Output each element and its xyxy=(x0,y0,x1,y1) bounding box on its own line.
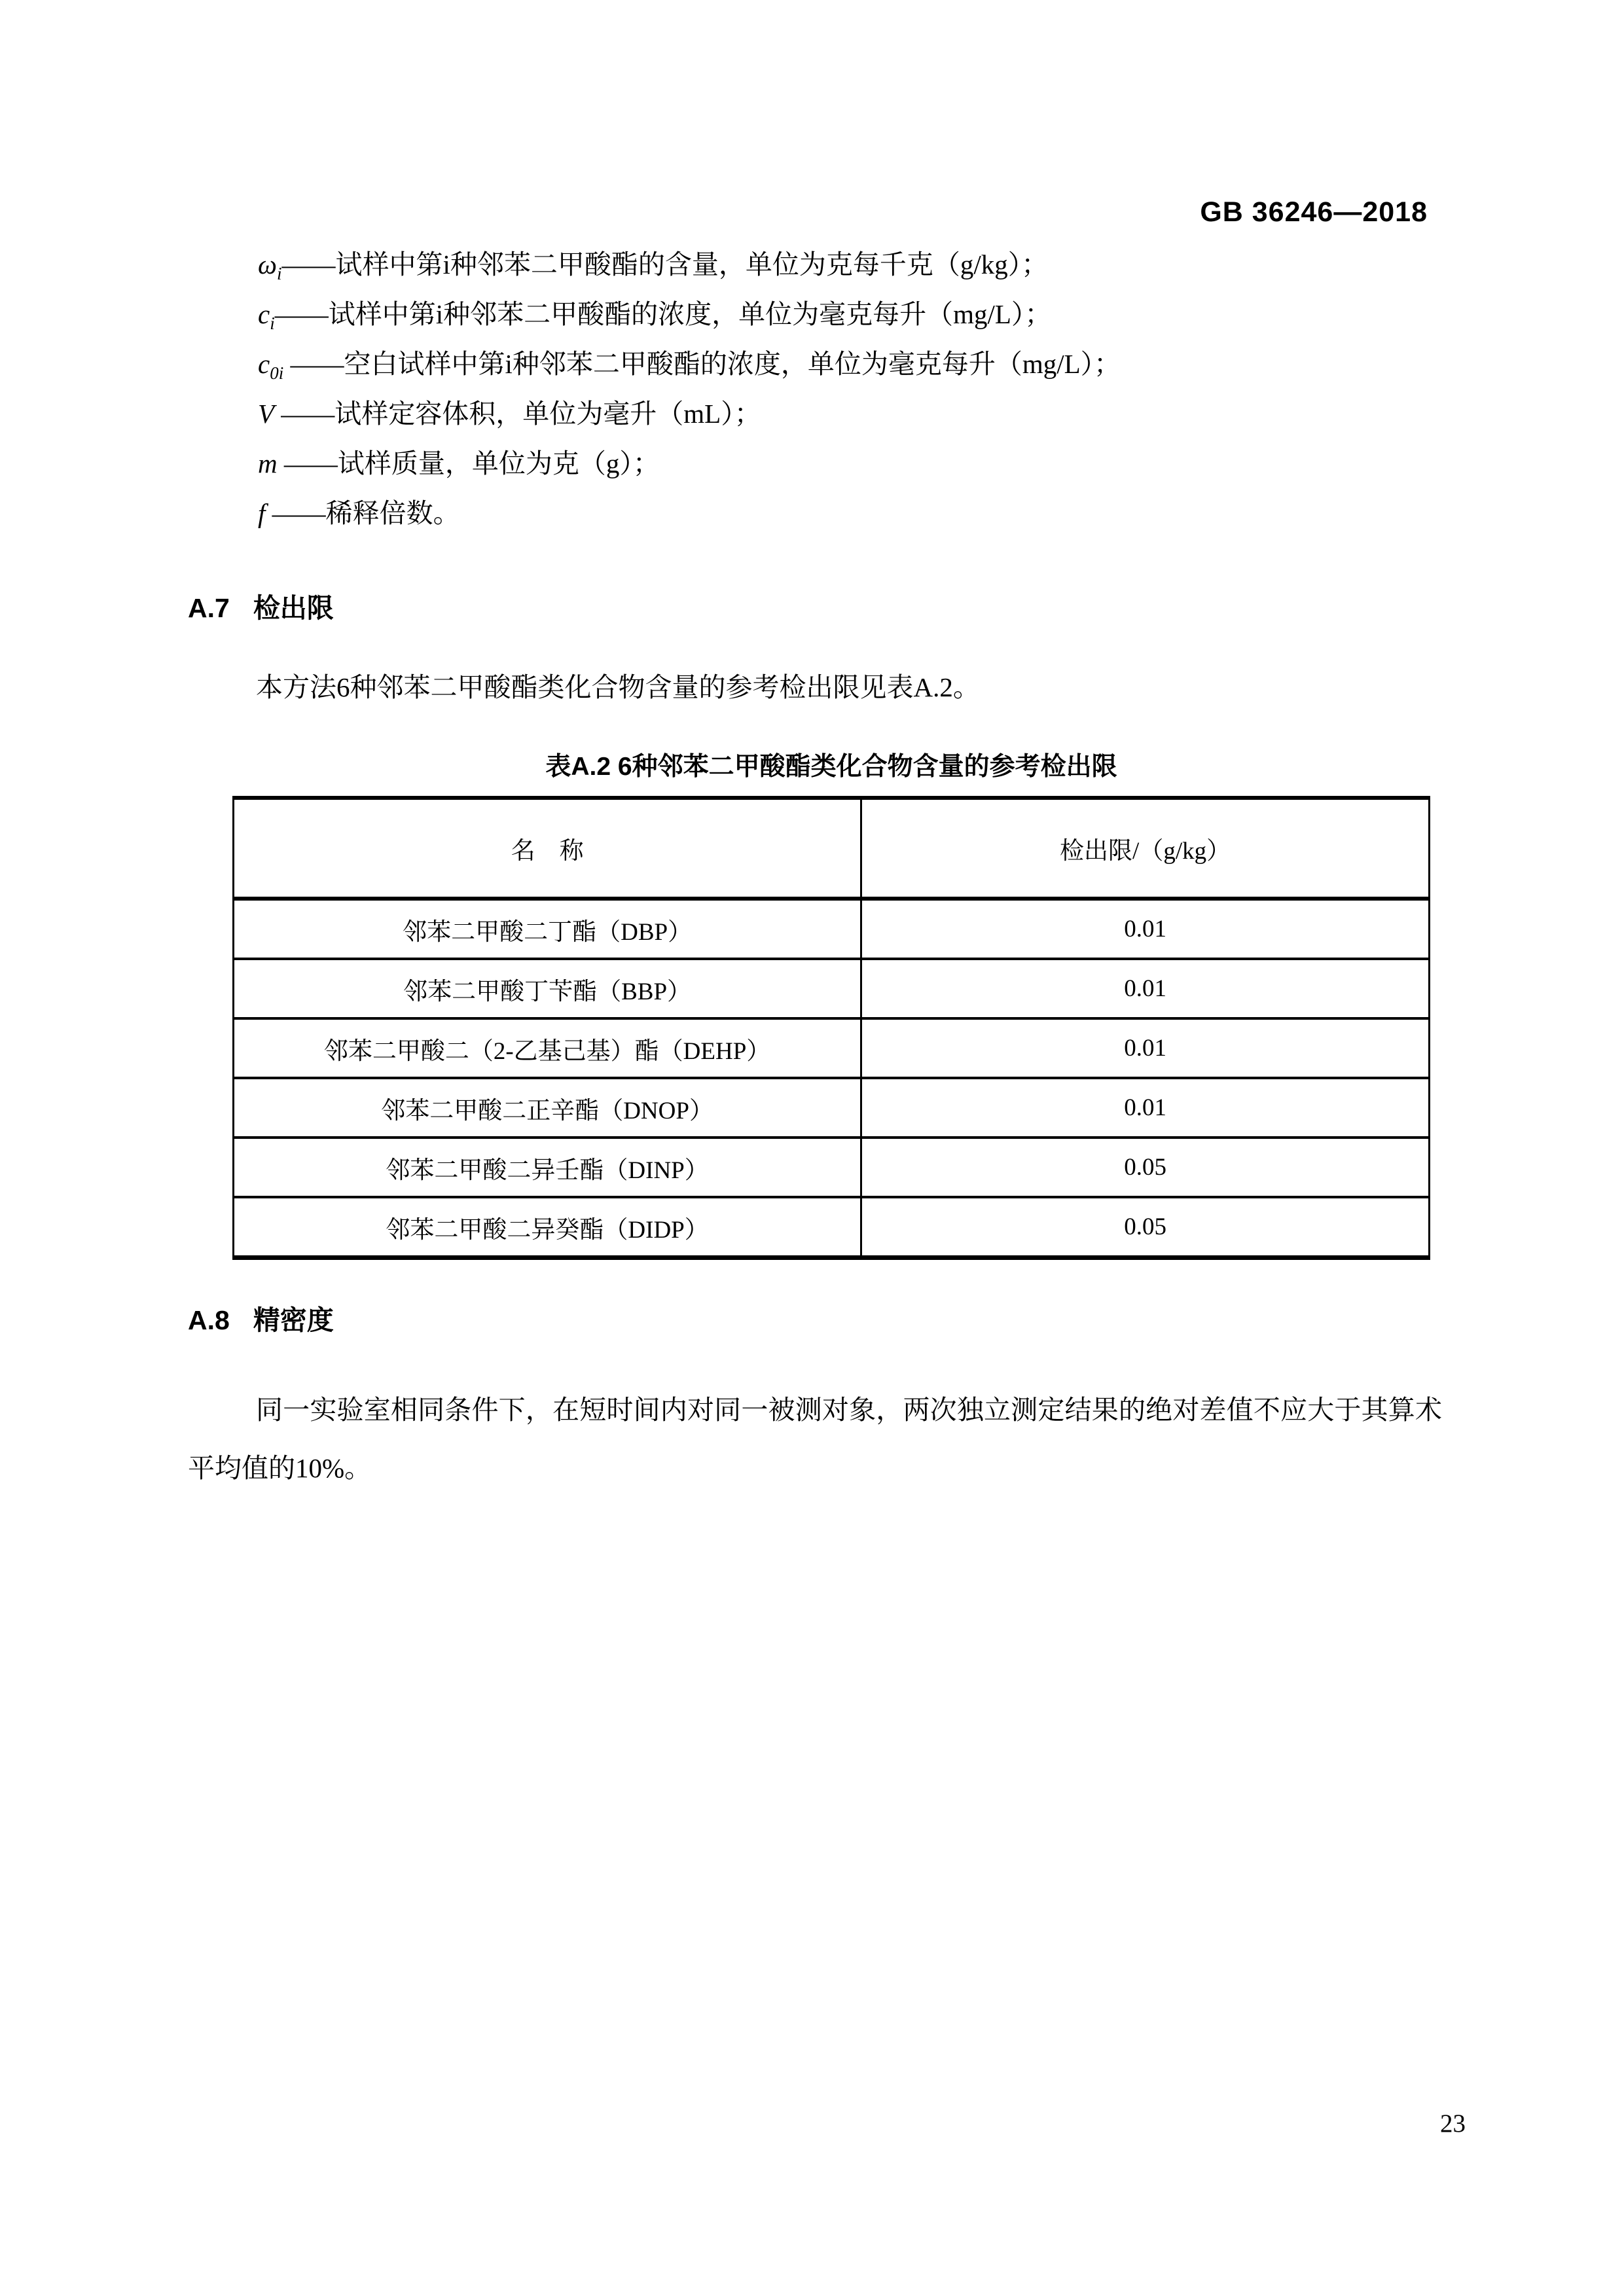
section-heading-a7 xyxy=(188,586,334,625)
page-number: 23 xyxy=(1440,2109,1466,2138)
math-symbol: c xyxy=(258,299,270,329)
column-header-limit: 检出限/（g/kg） xyxy=(861,798,1430,899)
compound-name: 邻苯二甲酸二丁酯（DBP） xyxy=(234,899,861,959)
table-row xyxy=(234,1078,1430,1138)
definition-line xyxy=(258,389,1121,439)
definition-line xyxy=(258,339,1121,389)
math-symbol: ω xyxy=(258,249,277,279)
section-title: 检出限 xyxy=(253,593,334,623)
math-symbol: m xyxy=(258,448,278,478)
limit-value: 0.01 xyxy=(861,1018,1430,1078)
compound-name: 邻苯二甲酸二正辛酯（DNOP） xyxy=(234,1078,861,1138)
math-symbol: V xyxy=(258,399,275,429)
detection-limit-table xyxy=(232,796,1430,1260)
compound-name: 邻苯二甲酸二异壬酯（DINP） xyxy=(234,1138,861,1197)
standard-number: GB 36246—2018 xyxy=(1200,196,1428,228)
section-number: A.7 xyxy=(188,593,230,623)
definition-line xyxy=(258,289,1121,339)
section-title: 精密度 xyxy=(253,1305,334,1335)
definition-text: ——试样中第i种邻苯二甲酸酯的含量，单位为克每千克（g/kg）； xyxy=(281,249,1049,279)
definition-line xyxy=(258,488,1121,538)
limit-value: 0.01 xyxy=(861,899,1430,959)
math-symbol: f xyxy=(258,498,266,528)
table-row xyxy=(234,1018,1430,1078)
variable-definitions xyxy=(258,240,1121,538)
math-subscript: i xyxy=(276,264,282,284)
math-symbol: c xyxy=(258,349,270,379)
definition-text: ——空白试样中第i种邻苯二甲酸酯的浓度，单位为毫克每升（mg/L）； xyxy=(283,349,1121,379)
definition-text: ——试样定容体积，单位为毫升（mL）； xyxy=(274,399,761,429)
table-row xyxy=(234,899,1430,959)
section-a7-paragraph: 本方法6种邻苯二甲酸酯类化合物含量的参考检出限见表A.2。 xyxy=(256,672,980,702)
table-caption: 表A.2 6种邻苯二甲酸酯类化合物含量的参考检出限 xyxy=(545,753,1117,781)
compound-name: 邻苯二甲酸二异癸酯（DIDP） xyxy=(234,1197,861,1258)
column-header-name: 名 称 xyxy=(234,798,861,899)
limit-value: 0.05 xyxy=(861,1138,1430,1197)
section-heading-a8 xyxy=(188,1299,334,1337)
compound-name: 邻苯二甲酸丁苄酯（BBP） xyxy=(234,959,861,1018)
math-subscript: i xyxy=(270,314,275,334)
table-row xyxy=(234,1197,1430,1258)
definition-text: ——试样质量，单位为克（g）； xyxy=(277,448,660,478)
math-subscript: 0i xyxy=(270,363,284,384)
table-row xyxy=(234,959,1430,1018)
compound-name: 邻苯二甲酸二（2-乙基己基）酯（DEHP） xyxy=(234,1018,861,1078)
limit-value: 0.01 xyxy=(861,959,1430,1018)
definition-line xyxy=(258,240,1121,289)
section-a8-paragraph: 同一实验室相同条件下，在短时间内对同一被测对象，两次独立测定结果的绝对差值不应大于其算术平均值的10%。 xyxy=(188,1395,1442,1483)
section-number: A.8 xyxy=(188,1305,230,1335)
table-row xyxy=(234,1138,1430,1197)
definition-text: ——试样中第i种邻苯二甲酸酯的浓度，单位为毫克每升（mg/L）； xyxy=(274,299,1052,329)
table-header-row xyxy=(234,798,1430,899)
definition-text: ——稀释倍数。 xyxy=(265,498,460,528)
limit-value: 0.05 xyxy=(861,1197,1430,1258)
limit-value: 0.01 xyxy=(861,1078,1430,1138)
definition-line xyxy=(258,439,1121,488)
